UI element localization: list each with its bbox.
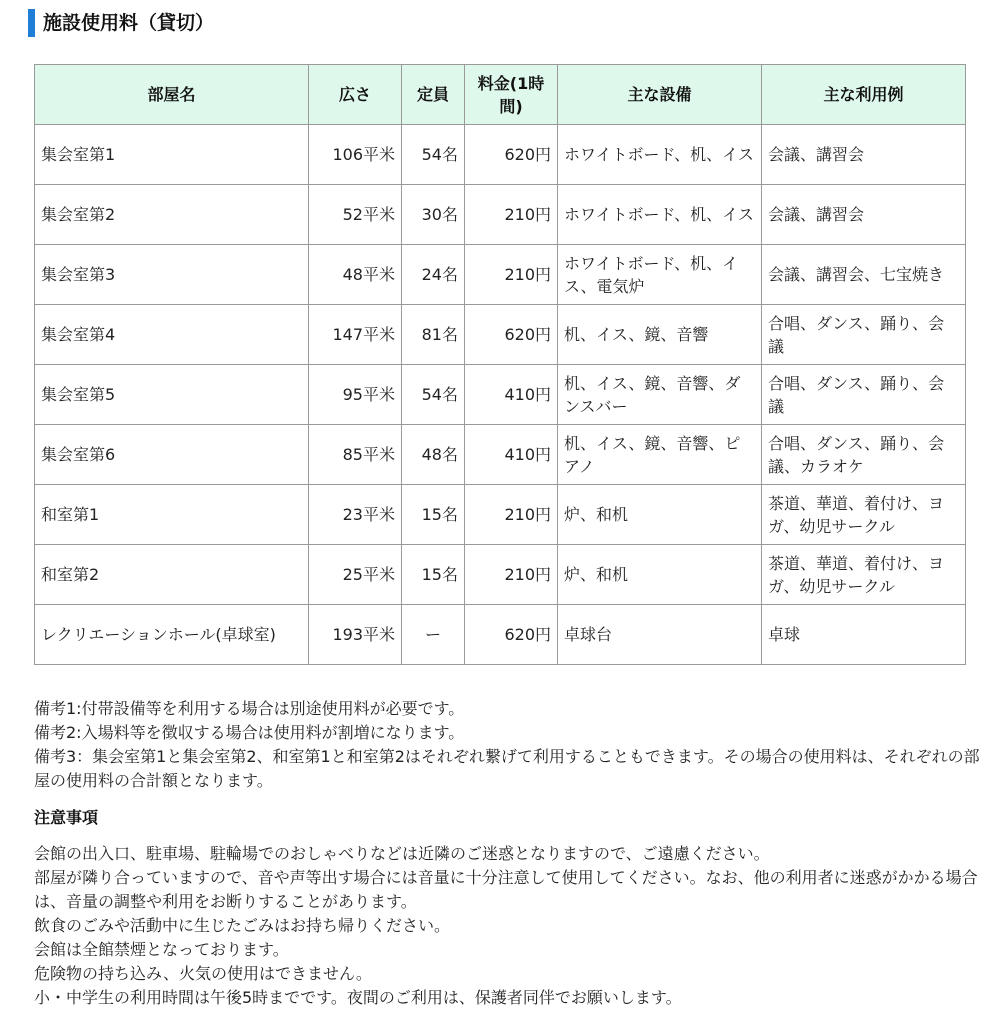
cell-capacity: 15名 — [402, 545, 465, 605]
remark-2: 備考2:入場料等を徴収する場合は使用料が割増になります。 — [34, 723, 465, 742]
header-capacity: 定員 — [402, 65, 465, 125]
table-row — [35, 125, 966, 185]
cell-usage: 茶道、華道、着付け、ヨガ、幼児サークル — [762, 545, 966, 605]
cell-fee: 210円 — [465, 185, 558, 245]
cell-room-name: 集会室第5 — [35, 365, 309, 425]
table-row — [35, 245, 966, 305]
cell-usage: 卓球 — [762, 605, 966, 665]
cell-usage: 会議、講習会 — [762, 185, 966, 245]
cell-room-name: 集会室第1 — [35, 125, 309, 185]
cell-capacity: 24名 — [402, 245, 465, 305]
cell-area: 95平米 — [309, 365, 402, 425]
cell-capacity: 30名 — [402, 185, 465, 245]
caution-item: 危険物の持ち込み、火気の使用はできません。 — [34, 964, 372, 983]
remarks — [34, 697, 984, 793]
cell-room-name: 集会室第2 — [35, 185, 309, 245]
caution-item: 会館の出入口、駐車場、駐輪場でのおしゃべりなどは近隣のご迷惑となりますので、ご遠慮ください。 — [34, 844, 770, 863]
cell-area: 25平米 — [309, 545, 402, 605]
cell-room-name: 集会室第4 — [35, 305, 309, 365]
cell-area: 48平米 — [309, 245, 402, 305]
cell-fee: 620円 — [465, 305, 558, 365]
cell-capacity: ー — [402, 605, 465, 665]
table-row — [35, 485, 966, 545]
cell-capacity: 15名 — [402, 485, 465, 545]
cell-usage: 合唱、ダンス、踊り、会議 — [762, 305, 966, 365]
caution-item: 小・中学生の利用時間は午後5時までです。夜間のご利用は、保護者同伴でお願いします。 — [34, 988, 682, 1007]
caution-item: 会館は全館禁煙となっております。 — [34, 940, 289, 959]
cell-equipment: 机、イス、鏡、音響、ピアノ — [558, 425, 762, 485]
caution-list — [34, 842, 989, 1010]
header-area: 広さ — [309, 65, 402, 125]
cell-room-name: レクリエーションホール(卓球室) — [35, 605, 309, 665]
table-row — [35, 185, 966, 245]
cell-room-name: 集会室第3 — [35, 245, 309, 305]
header-fee: 料金(1時間) — [465, 65, 558, 125]
cell-room-name: 集会室第6 — [35, 425, 309, 485]
cell-usage: 会議、講習会、七宝焼き — [762, 245, 966, 305]
cell-equipment: 炉、和机 — [558, 545, 762, 605]
cell-usage: 茶道、華道、着付け、ヨガ、幼児サークル — [762, 485, 966, 545]
cell-equipment: 炉、和机 — [558, 485, 762, 545]
header-room-name: 部屋名 — [35, 65, 309, 125]
cell-usage: 会議、講習会 — [762, 125, 966, 185]
cell-usage: 合唱、ダンス、踊り、会議 — [762, 365, 966, 425]
table-header-row — [35, 65, 966, 125]
cell-capacity: 81名 — [402, 305, 465, 365]
cell-area: 193平米 — [309, 605, 402, 665]
caution-item: 飲食のごみや活動中に生じたごみはお持ち帰りください。 — [34, 916, 451, 935]
cell-equipment: 机、イス、鏡、音響 — [558, 305, 762, 365]
cell-capacity: 48名 — [402, 425, 465, 485]
cell-area: 106平米 — [309, 125, 402, 185]
caution-heading: 注意事項 — [34, 808, 99, 827]
cell-fee: 620円 — [465, 125, 558, 185]
header-equipment: 主な設備 — [558, 65, 762, 125]
cell-fee: 210円 — [465, 545, 558, 605]
header-usage: 主な利用例 — [762, 65, 966, 125]
remark-1: 備考1:付帯設備等を利用する場合は別途使用料が必要です。 — [34, 699, 465, 718]
cell-capacity: 54名 — [402, 125, 465, 185]
cell-equipment: 机、イス、鏡、音響、ダンスバー — [558, 365, 762, 425]
table-row — [35, 365, 966, 425]
cell-room-name: 和室第2 — [35, 545, 309, 605]
cell-capacity: 54名 — [402, 365, 465, 425]
cell-fee: 620円 — [465, 605, 558, 665]
cell-usage: 合唱、ダンス、踊り、会議、カラオケ — [762, 425, 966, 485]
cell-equipment: 卓球台 — [558, 605, 762, 665]
table-row — [35, 425, 966, 485]
section-title: 施設使用料（貸切） — [28, 9, 214, 37]
table-row — [35, 545, 966, 605]
facility-fee-table — [34, 64, 966, 665]
cell-area: 23平米 — [309, 485, 402, 545]
cell-area: 147平米 — [309, 305, 402, 365]
cell-equipment: ホワイトボード、机、イス、電気炉 — [558, 245, 762, 305]
caution-item: 部屋が隣り合っていますので、音や声等出す場合には音量に十分注意して使用してください。なお、他の利用者に迷惑がかかる場合は、音量の調整や利用をお断りすることがあります。 — [34, 868, 978, 911]
cell-area: 85平米 — [309, 425, 402, 485]
cell-area: 52平米 — [309, 185, 402, 245]
table-row — [35, 305, 966, 365]
cell-equipment: ホワイトボード、机、イス — [558, 185, 762, 245]
cell-equipment: ホワイトボード、机、イス — [558, 125, 762, 185]
cell-fee: 410円 — [465, 365, 558, 425]
cell-room-name: 和室第1 — [35, 485, 309, 545]
cell-fee: 210円 — [465, 485, 558, 545]
remark-3: 備考3：集会室第1と集会室第2、和室第1と和室第2はそれぞれ繋げて利用することもできます。その場合の使用料は、それぞれの部屋の使用料の合計額となります。 — [34, 747, 980, 790]
table-row — [35, 605, 966, 665]
cell-fee: 410円 — [465, 425, 558, 485]
cell-fee: 210円 — [465, 245, 558, 305]
